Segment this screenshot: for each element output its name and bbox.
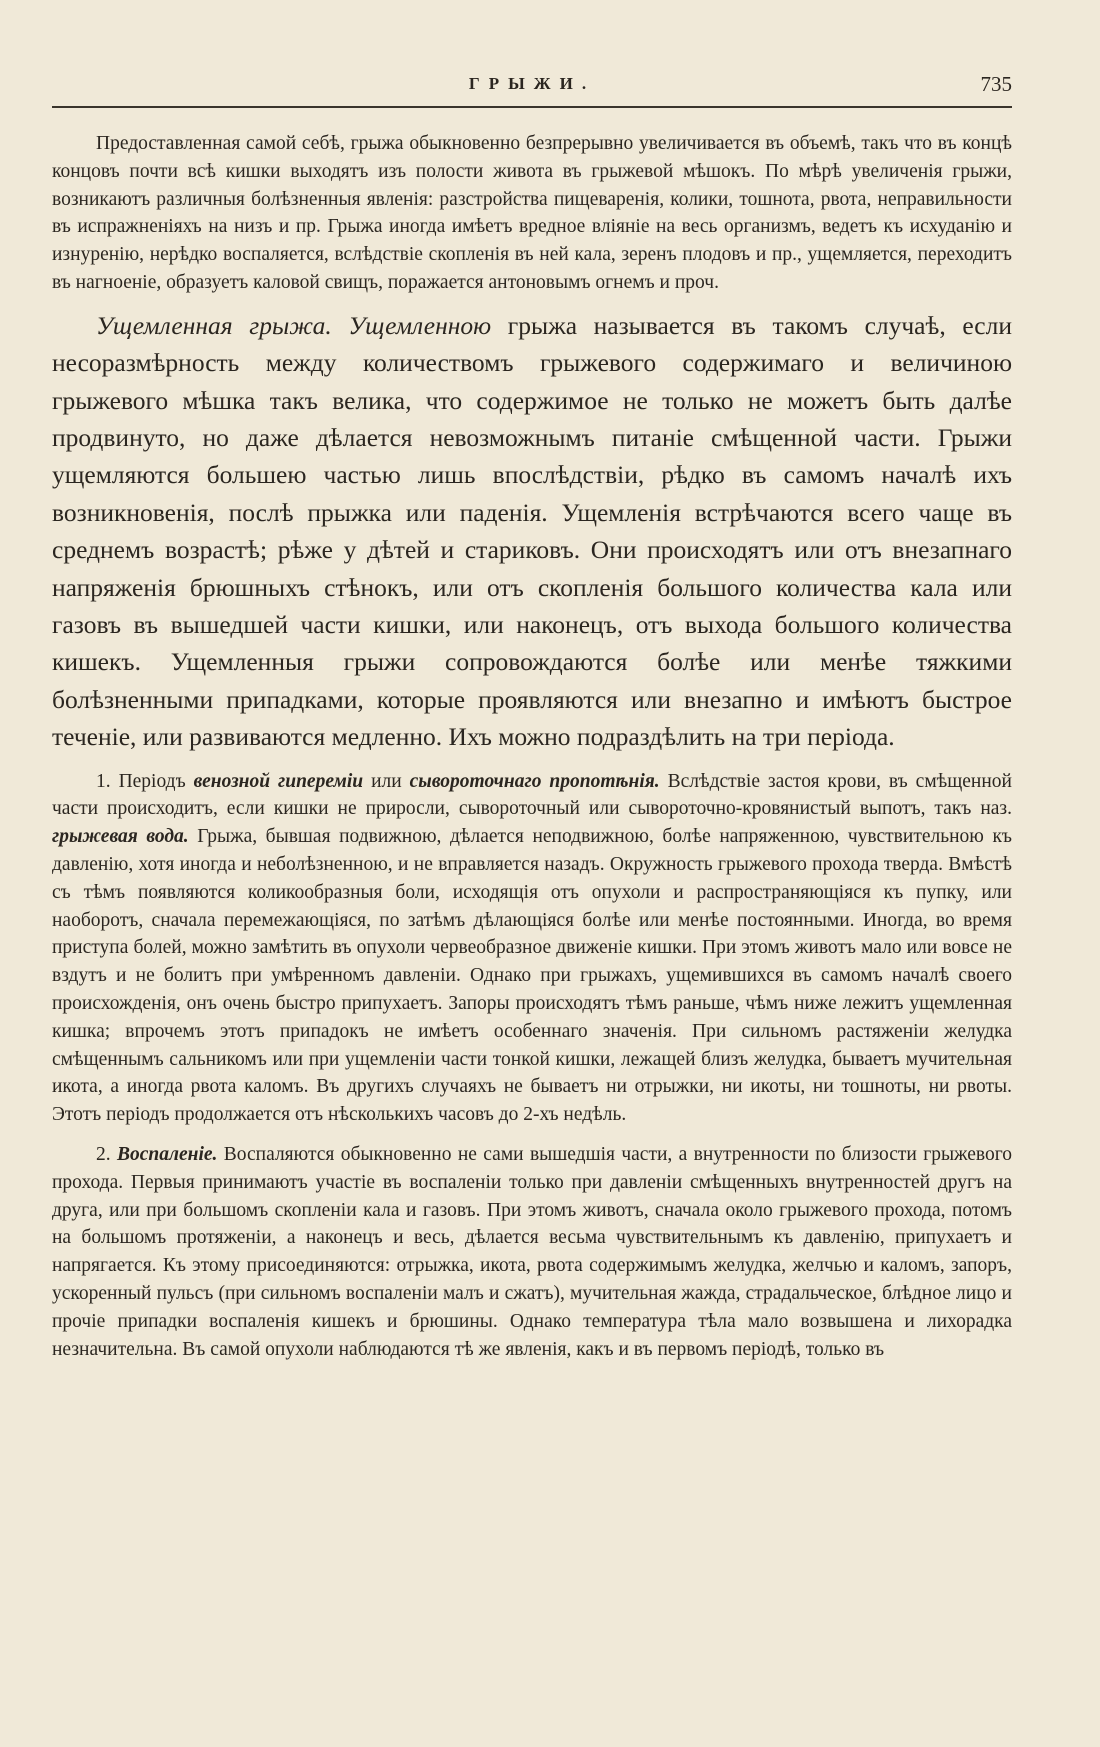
text-segment: 2. xyxy=(96,1144,117,1166)
text-segment: или xyxy=(363,770,410,792)
section-heading-italic: Ущемленная грыжа. Ущемленною xyxy=(96,310,492,340)
text-segment: Воспаляются обыкновенно не сами вышедшія части, а внутренности по близости грыжевого прохода. Первыя принимаютъ участіе въ воспаленіи только при давленіи смѣщенныхъ внутренностей другъ на друга, или при большомъ скопленіи кала и газовъ. При этомъ животъ, сначала около грыжевого прохода, потомъ на большомъ протяженіи, а наконецъ и весь, дѣлается весьма чувствительнымъ къ давленію, припухаетъ и напрягается. Къ этому присоединяются: отрыжка, икота, рвота содержимымъ желудка, желчью и каломъ, запоръ, ускоренный пульсъ (при сильномъ воспаленіи малъ и сжатъ), мучительная жажда, страдальческое, блѣдное лицо и прочіе припадки воспаленія кишекъ и брюшины. Однако температура тѣла мало возвышена и лихорадка незначительна. Въ самой опухоли наблюдаются тѣ же явленія, какъ и въ первомъ періодѣ, только въ xyxy=(52,1144,1013,1360)
emphasis-term: венозной гиперемiи xyxy=(193,770,364,792)
running-title: ГРЫЖИ. xyxy=(468,74,596,93)
paragraph-growth xyxy=(52,130,1012,297)
paragraph-period-2 xyxy=(52,1141,1012,1363)
emphasis-term: Воспаленіе. xyxy=(116,1144,218,1166)
text-segment: Предоставленная самой себѣ, грыжа обыкновенно безпрерывно увеличивается въ объемѣ, такъ что въ концѣ концовъ почти всѣ кишки выходятъ изъ полости живота въ грыжевой мѣшокъ. По мѣрѣ увеличенія грыжи, возникаютъ различныя болѣзненныя явленія: разстройства пищеваренія, колики, тошнота, рвота, неправильности въ испражненіяхъ на низъ и пр. Грыжа иногда имѣетъ вредное вліяніе на весь организмъ, ведетъ къ исхуданію и изнуренію, нерѣдко воспаляется, вслѣдствіе скопленія въ ней кала, зеренъ плодовъ и пр., ущемляется, переходитъ въ нагноеніе, образуетъ каловой свищъ, поражается антоновымъ огнемъ и проч. xyxy=(52,133,1012,293)
paragraph-strangulated-hernia xyxy=(52,307,1012,756)
paragraph-period-1 xyxy=(52,768,1012,1129)
text-segment: Вслѣдствіе застоя крови, въ смѣщенной части происходитъ, если кишки не приросли, сывороточный или сывороточно-кровянистый выпотъ, такъ наз. xyxy=(52,770,1012,820)
text-segment: грыжа называется въ такомъ случаѣ, если несоразмѣрность между количествомъ грыжевого содержимаго и величиною грыжевого мѣшка такъ велика, что содержимое не только не можетъ быть далѣе продвинуто, но даже дѣлается невозможнымъ питаніе смѣщенной части. Грыжи ущемляются большею частью лишь впослѣдствіи, рѣдко въ самомъ началѣ ихъ возникновенія, послѣ прыжка или паденія. Ущемленія встрѣчаются всего чаще въ среднемъ возрастѣ; рѣже у дѣтей и стариковъ. Они происходятъ или отъ внезапнаго напряженія брюшныхъ стѣнокъ, или отъ скопленія большого количества кала или газовъ въ вышедшей части кишки, или наконецъ, отъ выхода большого количества кишекъ. Ущемленныя грыжи сопровождаются болѣе или менѣе тяжкими болѣзненными припадками, которые проявляются или внезапно и имѣютъ быстрое теченіе, или развиваются медленно. Ихъ можно подраздѣлить на три періода. xyxy=(52,310,1012,752)
emphasis-term: грыжевая вода. xyxy=(52,826,189,848)
emphasis-term: сывороточнаго пропотѣнія. xyxy=(409,770,660,792)
text-segment: 1. Періодъ xyxy=(96,770,194,792)
page-number: 735 xyxy=(980,72,1012,96)
page-header xyxy=(52,72,1012,108)
text-segment: Грыжа, бывшая подвижною, дѣлается неподвижною, болѣе напряженною, чувствительною къ давленію, хотя иногда и неболѣзненною, и не вправляется назадъ. Окружность грыжевого прохода тверда. Вмѣстѣ съ тѣмъ появляются коликообразныя боли, исходящія отъ опухоли и распространяющіяся къ пупку, или наоборотъ, сначала перемежающіяся, по затѣмъ дѣлающіяся болѣе или менѣе постоянными. Иногда, во время приступа болей, можно замѣтить въ опухоли червеобразное движеніе кишки. При этомъ животъ мало или вовсе не вздутъ и не болитъ при умѣренномъ давленіи. Однако при грыжахъ, ущемившихся въ самомъ началѣ своего происхожденія, онъ очень быстро припухаетъ. Запоры происходятъ тѣмъ раньше, чѣмъ ниже лежитъ ущемленная кишка; впрочемъ этотъ припадокъ не имѣетъ особеннаго значенія. При сильномъ растяженіи желудка смѣщеннымъ сальникомъ или при ущемленіи части тонкой кишки, лежащей близъ желудка, бываетъ мучительная икота, а иногда рвота каломъ. Въ другихъ случаяхъ не бываетъ ни отрыжки, ни икоты, ни тошноты, ни рвоты. Этотъ періодъ продолжается отъ нѣсколькихъ часовъ до 2-хъ недѣль. xyxy=(52,826,1012,1126)
